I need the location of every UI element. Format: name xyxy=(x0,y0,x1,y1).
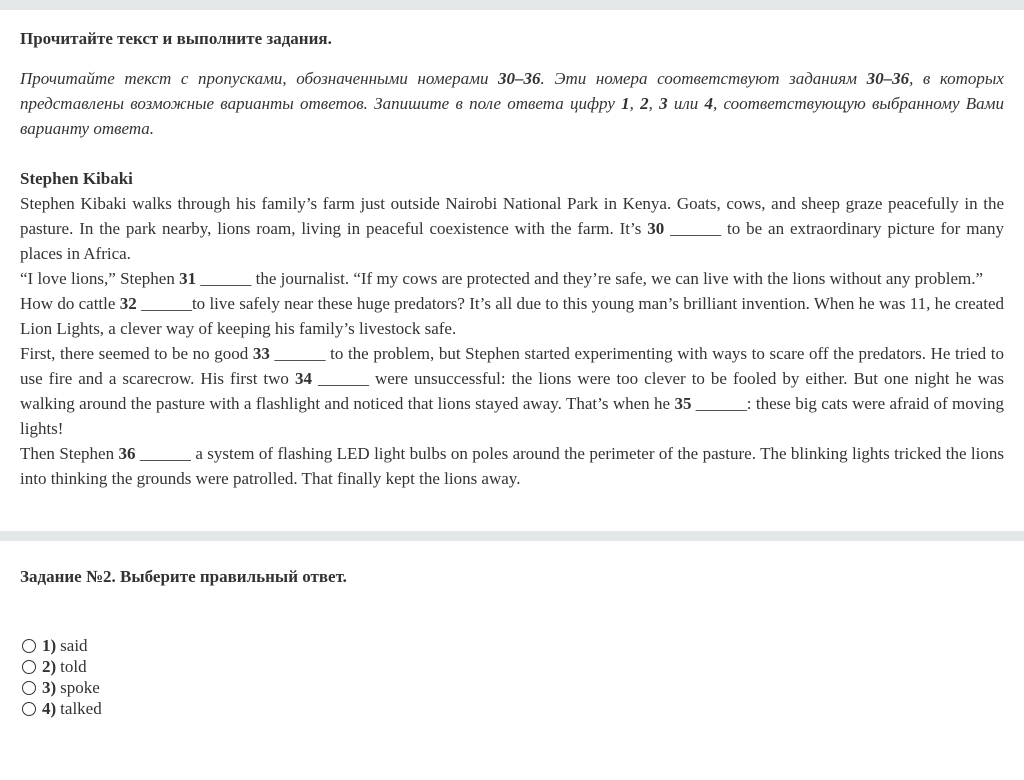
instr-text: , xyxy=(648,94,660,113)
option-label: spoke xyxy=(60,677,100,697)
story-paragraph xyxy=(20,291,1004,341)
option-number: 1) xyxy=(42,635,57,655)
instr-text: , в которых представлены возможные варианты ответов. Запишите в поле ответа цифру xyxy=(20,69,1004,113)
reading-section xyxy=(0,10,1024,491)
radio-button-icon[interactable] xyxy=(22,660,36,674)
instr-digit: 1 xyxy=(621,94,630,113)
radio-button-icon[interactable] xyxy=(22,681,36,695)
story-text-run: First, there seemed to be no good xyxy=(20,344,253,363)
instructions xyxy=(20,66,1004,141)
story-text-run: ______ were unsuccessful: the lions were too clever to be fooled by either. But one night he was walking around the pasture with a flashlight and noticed that lions stayed away. That’s when he xyxy=(20,369,1005,413)
story-text-run: How do cattle xyxy=(20,294,120,313)
radio-button-icon[interactable] xyxy=(22,702,36,716)
option-label: talked xyxy=(60,698,102,718)
instr-digit: 2 xyxy=(640,94,649,113)
instr-text: . Эти номера соответствуют заданиям xyxy=(540,69,867,88)
instr-range: 30–36 xyxy=(498,69,541,88)
story-text-run: ______to live safely near these huge predators? It’s all due to this young man’s brilliant invention. When he was 11, he created Lion Lights, a clever way of keeping his family’s livestock safe. xyxy=(20,294,1004,338)
answer-option-1[interactable] xyxy=(20,635,1004,656)
option-label: told xyxy=(60,656,87,676)
answer-options xyxy=(20,635,1004,719)
gap-number: 35 xyxy=(674,394,692,413)
answer-option-4[interactable] xyxy=(20,698,1004,719)
instr-range: 30–36 xyxy=(866,69,910,88)
answer-option-3[interactable] xyxy=(20,677,1004,698)
instr-digit: 3 xyxy=(659,94,668,113)
answer-option-2[interactable] xyxy=(20,656,1004,677)
instr-digit: 4 xyxy=(704,94,713,113)
story-text-run: ______ to the problem, but Stephen started experimenting with ways to scare off the predators. He tried to use fire and a scarecrow. His first two xyxy=(20,344,1005,388)
story-text-run: ______: these big cats were afraid of moving lights! xyxy=(20,394,1005,438)
story-paragraph xyxy=(20,341,1004,441)
story-text-run: ______ to be an extraordinary picture for many places in Africa. xyxy=(20,219,1005,263)
section-divider xyxy=(0,531,1024,541)
option-number: 4) xyxy=(42,698,57,718)
story-text-run: Then Stephen xyxy=(20,444,119,463)
story-text-run: ______ a system of flashing LED light bulbs on poles around the perimeter of the pasture. The blinking lights tricked the lions into thinking the grounds were patrolled. That finally kept the lions away. xyxy=(20,444,1004,488)
task-heading: Задание №2. Выберите правильный ответ. xyxy=(20,567,347,586)
story-paragraph xyxy=(20,266,1004,291)
option-number: 3) xyxy=(42,677,57,697)
story-text-run: Stephen Kibaki walks through his family’s farm just outside Nairobi National Park in Kenya. Goats, cows, and sheep graze peacefully in the pasture. In the park nearby, lions roam, living in peaceful coexistence with the farm. It’s xyxy=(20,194,1004,238)
gap-number: 34 xyxy=(294,369,312,388)
instr-text: или xyxy=(667,94,705,113)
instr-text: Прочитайте текст с пропусками, обозначенными номерами xyxy=(20,69,499,88)
story-paragraph xyxy=(20,191,1004,266)
task-section xyxy=(0,541,1024,719)
gap-number: 36 xyxy=(118,444,136,463)
gap-number: 32 xyxy=(119,294,137,313)
story-text xyxy=(20,166,1004,491)
instr-text: , соответствующую выбранному Вами варианту ответа. xyxy=(20,94,1005,138)
gap-number: 31 xyxy=(179,269,197,288)
gap-number: 30 xyxy=(647,219,665,238)
option-number: 2) xyxy=(42,656,57,676)
radio-button-icon[interactable] xyxy=(22,639,36,653)
top-divider xyxy=(0,0,1024,10)
story-text-run: ______ the journalist. “If my cows are protected and they’re safe, we can live with the lions without any problem.” xyxy=(196,269,984,288)
story-text-run: “I love lions,” Stephen xyxy=(20,269,180,288)
instr-text: , xyxy=(629,94,641,113)
gap-number: 33 xyxy=(252,344,270,363)
story-title: Stephen Kibaki xyxy=(20,169,133,188)
reading-heading: Прочитайте текст и выполните задания. xyxy=(20,29,332,48)
option-label: said xyxy=(60,635,88,655)
story-paragraph xyxy=(20,441,1004,491)
